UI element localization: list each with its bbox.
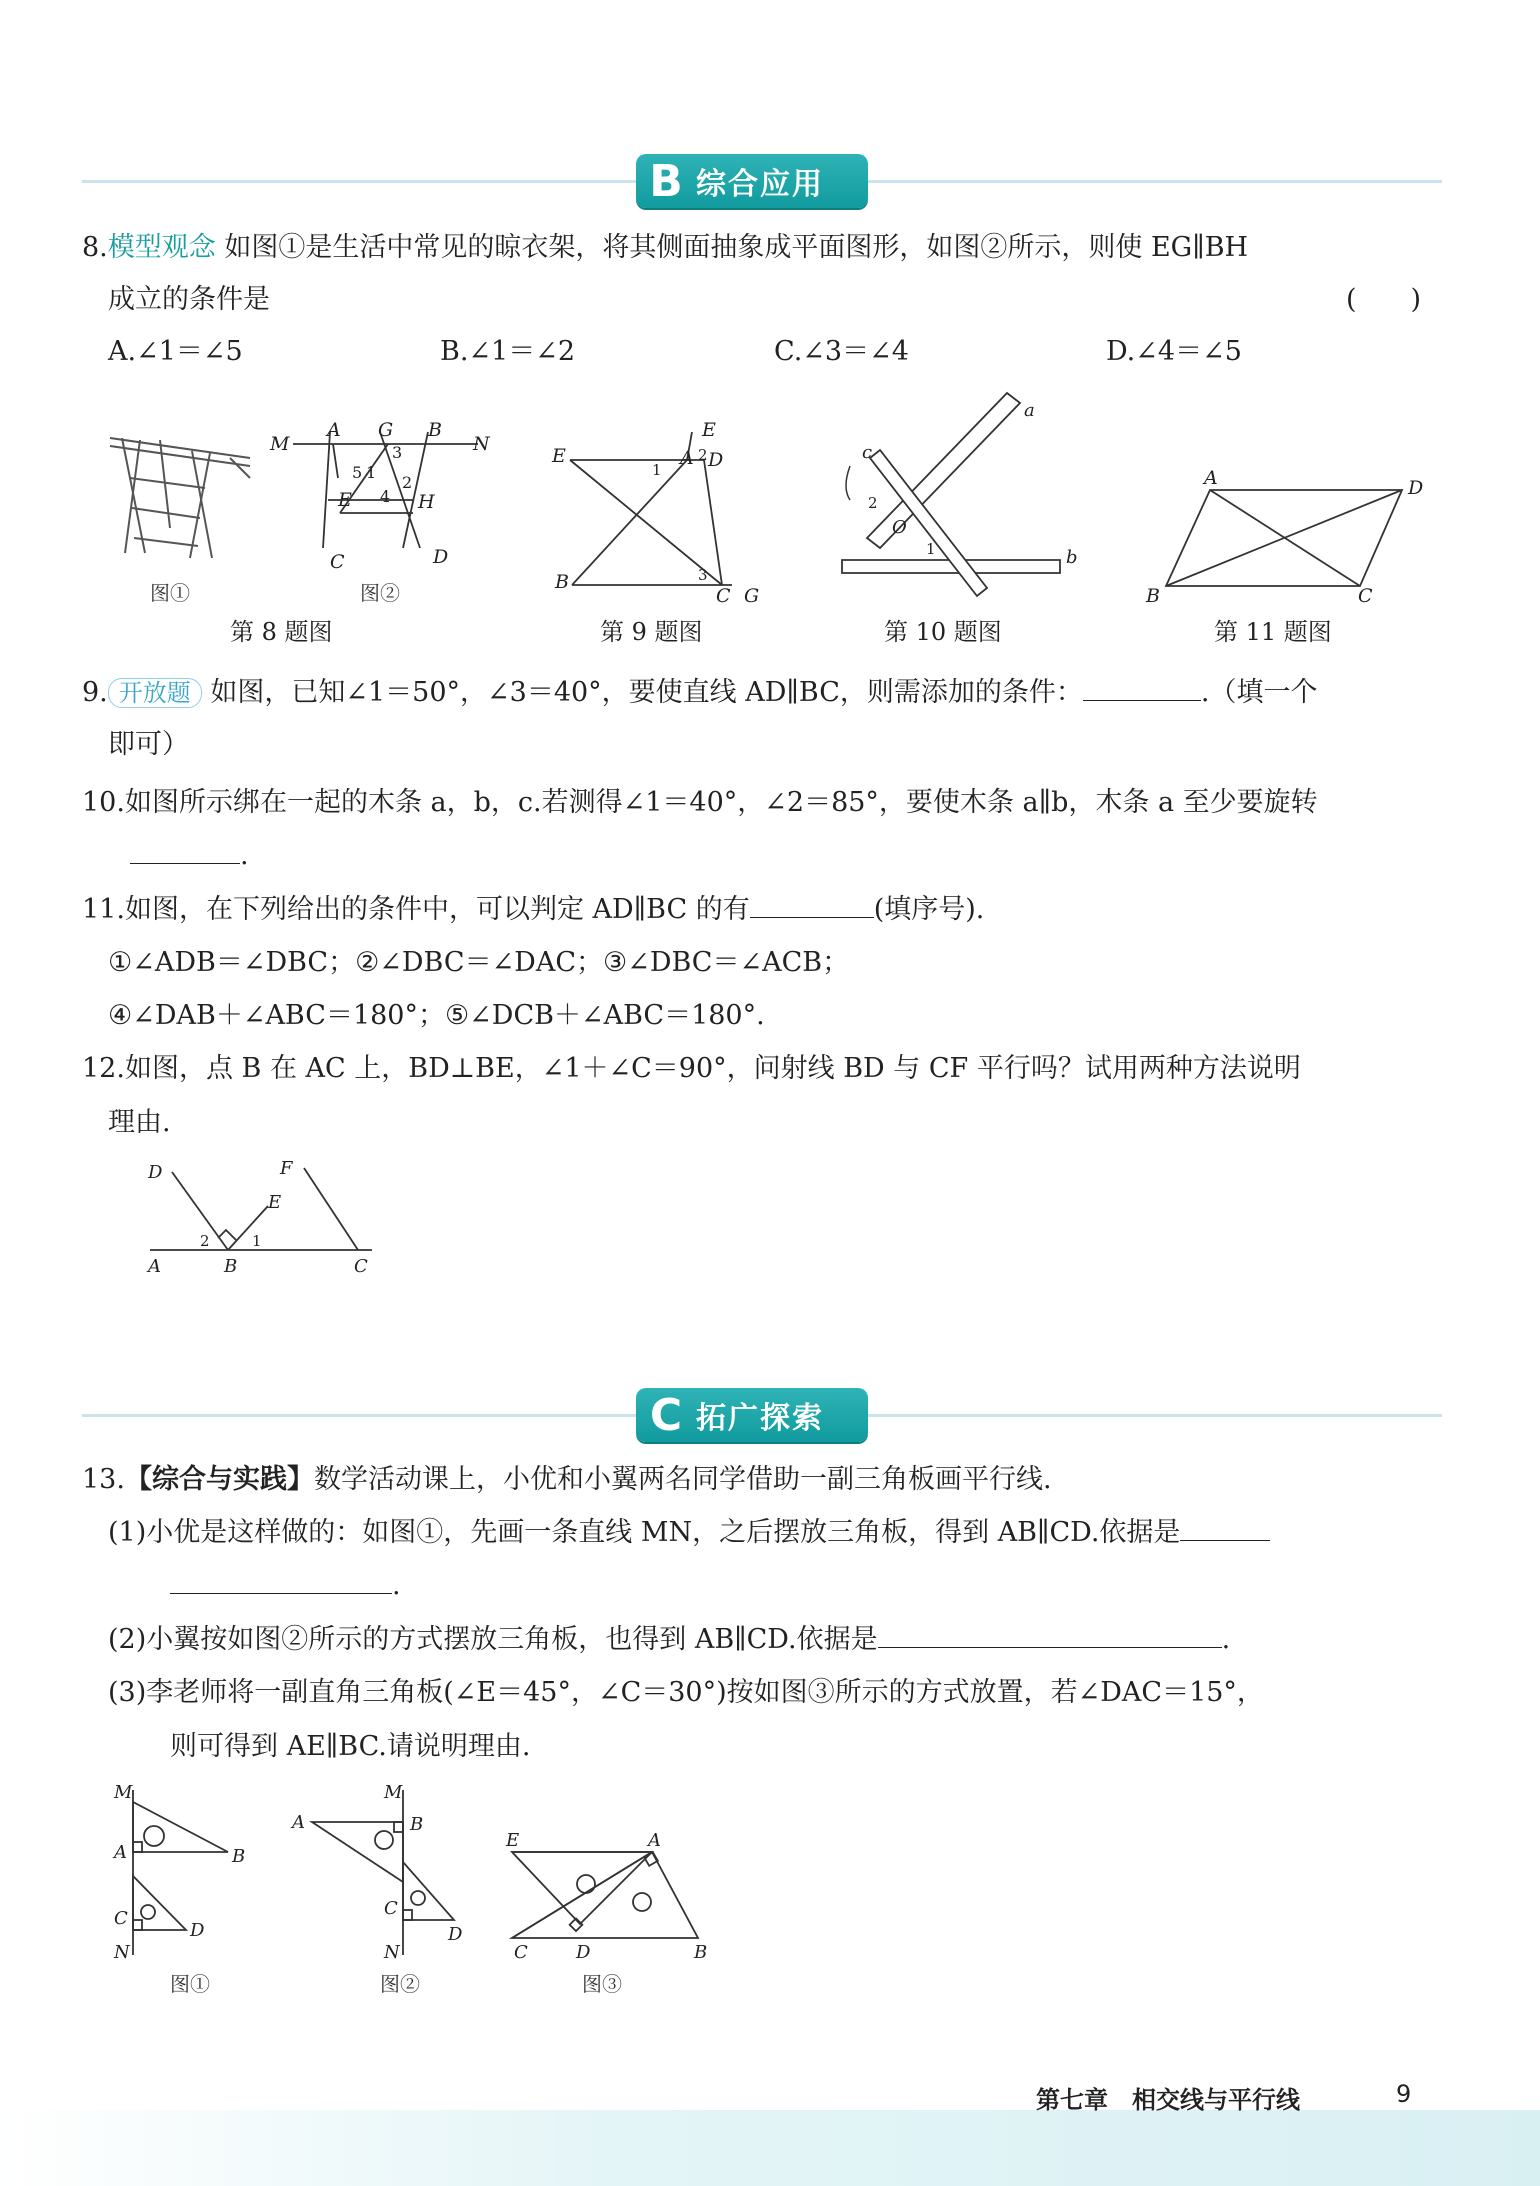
- q8-line2: [108, 280, 270, 320]
- svg-text:A: A: [1204, 467, 1218, 489]
- fig10-diagram: [832, 388, 1078, 598]
- svg-text:E: E: [702, 419, 716, 441]
- q8-text1: 如图①是生活中常见的晾衣架，将其侧面抽象成平面图形，如图②所示，则使 EG∥BH: [224, 232, 1249, 263]
- svg-text:1: 1: [652, 461, 662, 479]
- svg-text:a: a: [1024, 400, 1035, 421]
- svg-text:5: 5: [352, 463, 363, 482]
- q12-line2: 理由.: [108, 1107, 171, 1138]
- footer-band: [0, 2110, 1540, 2186]
- fig11-diagram: [1140, 468, 1430, 608]
- svg-text:c: c: [862, 442, 873, 463]
- q13-line1: [82, 1460, 1052, 1500]
- svg-text:H: H: [418, 491, 435, 513]
- svg-text:3: 3: [392, 443, 403, 462]
- svg-text:G: G: [378, 419, 394, 441]
- svg-text:C: C: [514, 1942, 528, 1963]
- q8-option-a: A.∠1＝∠5: [108, 336, 243, 367]
- footer-page-number: 9: [1396, 2080, 1412, 2108]
- q8-tag: 模型观念: [107, 232, 216, 263]
- svg-text:C: C: [1358, 585, 1373, 607]
- section-c-title: 拓广探索: [696, 1401, 824, 1436]
- q13-p1-text: (1)小优是这样做的：如图①，先画一条直线 MN，之后摆放三角板，得到 AB∥CD.依据是: [108, 1517, 1181, 1548]
- q9-line2: 即可）: [108, 729, 189, 760]
- svg-text:2: 2: [698, 446, 708, 464]
- svg-text:A: A: [148, 1256, 161, 1277]
- q8-number: 8.: [82, 232, 108, 263]
- svg-text:A: A: [327, 419, 341, 441]
- q13-p1-blank-b[interactable]: [170, 1567, 392, 1594]
- svg-text:B: B: [555, 571, 569, 593]
- q9-number: 9.: [82, 677, 108, 708]
- q13-part1-cont: [170, 1566, 401, 1606]
- q11-line1: [82, 890, 984, 930]
- svg-text:C: C: [354, 1256, 368, 1277]
- section-c-letter: C: [649, 1389, 683, 1441]
- svg-text:M: M: [114, 1782, 133, 1803]
- svg-text:N: N: [473, 433, 490, 455]
- fig9-caption: 第 9 题图: [600, 618, 703, 646]
- svg-text:D: D: [708, 449, 724, 471]
- q10-text2: .: [240, 840, 249, 871]
- q11-line2: ①∠ADB＝∠DBC；②∠DBC＝∠DAC；③∠DBC＝∠ACB；: [108, 947, 850, 978]
- svg-text:A: A: [680, 447, 694, 469]
- q8-text2: 成立的条件是: [108, 284, 270, 315]
- svg-text:3: 3: [698, 566, 708, 584]
- q13-p1-blank-a[interactable]: [1180, 1514, 1270, 1541]
- q8-line1: [82, 228, 1248, 268]
- svg-text:1: 1: [252, 1232, 262, 1250]
- q9-tag: 开放题: [108, 678, 202, 708]
- svg-text:D: D: [576, 1942, 591, 1963]
- fig13-1-diagram: [108, 1780, 258, 1963]
- footer-chapter: 第七章 相交线与平行线: [1036, 2086, 1300, 2114]
- q9-answer-blank[interactable]: [1083, 674, 1201, 701]
- svg-text:A: A: [114, 1842, 127, 1863]
- svg-text:D: D: [190, 1920, 205, 1941]
- q13-number: 13.: [82, 1464, 125, 1495]
- q11-text1a: 11.如图，在下列给出的条件中，可以判定 AD∥BC 的有: [82, 894, 750, 925]
- q9-text1-end: .（填一个: [1200, 677, 1318, 708]
- svg-text:2: 2: [200, 1232, 210, 1250]
- fig13-3-diagram: [500, 1832, 720, 1962]
- svg-text:B: B: [428, 419, 442, 441]
- section-b-banner: [636, 154, 868, 208]
- q13-p2-blank[interactable]: [878, 1621, 1222, 1648]
- fig13-3-label: 图③: [582, 1972, 622, 1996]
- q8-option-c: C.∠3＝∠4: [774, 336, 909, 367]
- q13-p2-end: .: [1221, 1624, 1231, 1655]
- svg-text:4: 4: [380, 487, 391, 506]
- q13-part1: [108, 1513, 1270, 1553]
- q11-text1b: (填序号).: [873, 894, 985, 925]
- q8-option-b: B.∠1＝∠2: [440, 336, 576, 367]
- section-c-banner: [636, 1388, 868, 1442]
- svg-text:C: C: [716, 585, 731, 607]
- q13-part3a: (3)李老师将一副直角三角板(∠E＝45°，∠C＝30°)按如图③所示的方式放置，若∠DAC＝15°，: [108, 1677, 1264, 1708]
- svg-text:A: A: [292, 1812, 305, 1833]
- svg-text:2: 2: [868, 494, 878, 512]
- svg-text:1: 1: [926, 540, 936, 558]
- q12-line1: 12.如图，点 B 在 AC 上，BD⊥BE，∠1＋∠C＝90°，问射线 BD 与 CF 平行吗？试用两种方法说明: [82, 1053, 1301, 1084]
- q10-line2: [130, 836, 249, 876]
- q9-text1: 如图，已知∠1＝50°，∠3＝40°，要使直线 AD∥BC，则需添加的条件：: [210, 677, 1083, 708]
- q13-p1-end: .: [392, 1570, 401, 1601]
- svg-text:E: E: [338, 489, 352, 511]
- svg-text:F: F: [280, 1158, 293, 1179]
- q11-line3: ④∠DAB＋∠ABC＝180°；⑤∠DCB＋∠ABC＝180°.: [108, 1000, 765, 1031]
- q13-part3b: 则可得到 AE∥BC.请说明理由.: [170, 1731, 531, 1762]
- svg-text:B: B: [1146, 585, 1160, 607]
- section-b-title: 综合应用: [696, 167, 824, 202]
- fig8-1-drying-rack: [100, 418, 260, 568]
- fig10-caption: 第 10 题图: [884, 618, 1002, 646]
- svg-text:N: N: [384, 1942, 400, 1963]
- svg-text:B: B: [224, 1256, 238, 1277]
- svg-text:C: C: [330, 551, 345, 573]
- svg-text:B: B: [410, 1814, 424, 1835]
- q10-line1: 10.如图所示绑在一起的木条 a，b，c.若测得∠1＝40°，∠2＝85°，要使木条 a∥b，木条 a 至少要旋转: [82, 787, 1318, 818]
- q9-line1: [82, 673, 1317, 713]
- svg-text:b: b: [1066, 547, 1078, 568]
- svg-text:1: 1: [366, 463, 377, 482]
- svg-text:N: N: [114, 1942, 130, 1963]
- svg-text:D: D: [433, 546, 449, 568]
- svg-text:E: E: [506, 1830, 520, 1851]
- fig12-diagram: [132, 1150, 392, 1280]
- fig8-2-label: 图②: [360, 581, 400, 605]
- fig8-1-label: 图①: [150, 581, 190, 605]
- fig8-2-diagram: [268, 418, 498, 573]
- q13-intro: 数学活动课上，小优和小翼两名同学借助一副三角板画平行线.: [313, 1464, 1052, 1495]
- svg-text:C: C: [384, 1898, 398, 1919]
- svg-text:B: B: [694, 1942, 708, 1963]
- svg-text:E: E: [552, 445, 566, 467]
- svg-text:M: M: [270, 433, 290, 455]
- q13-part2: [108, 1620, 1230, 1660]
- q8-option-d: D.∠4＝∠5: [1106, 336, 1242, 367]
- svg-text:D: D: [148, 1162, 163, 1183]
- q8-answer-paren: ( ): [1346, 284, 1422, 315]
- fig13-2-diagram: [286, 1780, 476, 1963]
- svg-text:M: M: [384, 1782, 403, 1803]
- svg-text:C: C: [114, 1908, 128, 1929]
- fig8-caption: 第 8 题图: [230, 618, 333, 646]
- q13-p2-text: (2)小翼按如图②所示的方式摆放三角板，也得到 AB∥CD.依据是: [108, 1624, 878, 1655]
- q11-answer-blank[interactable]: [750, 891, 874, 918]
- svg-text:B: B: [232, 1846, 246, 1867]
- fig13-1-label: 图①: [170, 1972, 210, 1996]
- svg-text:D: D: [1408, 477, 1424, 499]
- fig9-diagram: [552, 420, 772, 610]
- svg-text:G: G: [744, 585, 760, 607]
- svg-text:E: E: [268, 1192, 282, 1213]
- fig13-2-label: 图②: [380, 1972, 420, 1996]
- section-b-letter: B: [649, 155, 683, 207]
- fig11-caption: 第 11 题图: [1214, 618, 1332, 646]
- q13-tag: 【综合与实践】: [124, 1464, 314, 1495]
- svg-text:D: D: [448, 1924, 463, 1945]
- q10-answer-blank[interactable]: [130, 837, 240, 864]
- svg-text:2: 2: [402, 473, 413, 492]
- svg-text:A: A: [648, 1830, 661, 1851]
- svg-text:O: O: [892, 517, 907, 538]
